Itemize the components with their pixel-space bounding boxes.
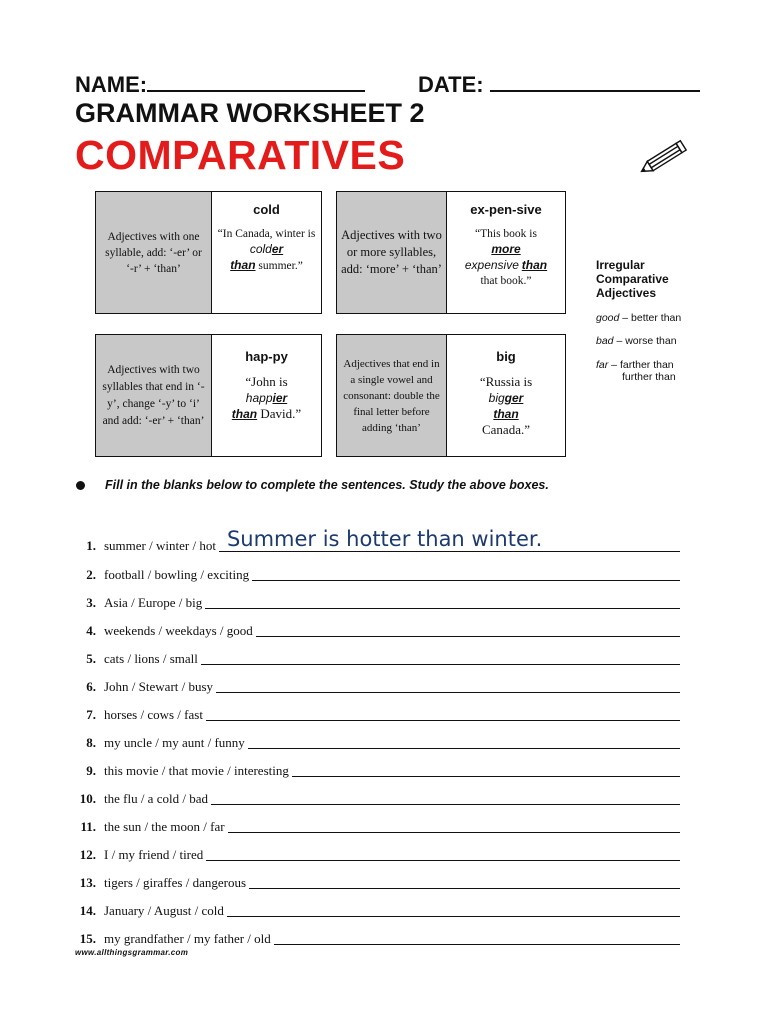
date-field <box>418 70 700 98</box>
example-sentence: “Russia is bigger than Canada.” <box>479 374 533 437</box>
rule-box-ending-y <box>95 334 322 457</box>
answer-blank[interactable] <box>249 872 680 889</box>
question-row <box>70 589 680 611</box>
question-prompt: January / August / cold <box>104 903 224 918</box>
question-number: 5. <box>86 651 96 666</box>
question-prompt: I / my friend / tired <box>104 847 204 862</box>
bullet-icon <box>76 481 85 490</box>
question-prompt: cats / lions / small <box>104 651 198 666</box>
instructions: Fill in the blanks below to complete the sentences. Study the above boxes. <box>105 478 549 492</box>
question-number: 13. <box>79 875 96 890</box>
question-prompt: summer / winter / hot <box>104 538 216 553</box>
question-prompt: my grandfather / my father / old <box>104 931 271 946</box>
question-row <box>70 757 680 779</box>
question-number: 2. <box>86 567 96 582</box>
rule-box-one-syllable <box>95 191 322 314</box>
answer-blank[interactable] <box>206 844 680 861</box>
rule-text: Adjectives with two syllables that end in ‘-y’, change ‘-y’ to ‘i’ and add: ‘-er’ + ‘than’ <box>96 335 212 456</box>
question-number: 9. <box>86 763 96 778</box>
worksheet-title: GRAMMAR WORKSHEET 2 <box>75 98 425 128</box>
question-row <box>70 617 680 639</box>
question-row <box>70 645 680 667</box>
name-field <box>75 70 365 98</box>
rule-text: Adjectives that end in a single vowel and consonant: double the final letter before adding ‘than’ <box>337 335 447 456</box>
irregular-title: Irregular Comparative Adjectives <box>596 258 669 300</box>
date-blank[interactable] <box>490 70 700 92</box>
answer-blank[interactable] <box>206 704 680 721</box>
answer-blank[interactable] <box>256 620 680 637</box>
rule-box-vowel-consonant <box>336 334 566 457</box>
example-sentence: “John is happier than David.” <box>231 374 302 421</box>
question-row <box>70 785 680 807</box>
question-prompt: John / Stewart / busy <box>104 679 214 694</box>
question-row <box>70 869 680 891</box>
question-row <box>70 527 680 554</box>
question-row <box>70 561 680 583</box>
example-sentence: “In Canada, winter is colder than summer.” <box>217 228 316 272</box>
question-row <box>70 673 680 695</box>
answer-blank[interactable] <box>274 928 680 945</box>
question-prompt: the flu / a cold / bad <box>104 791 208 806</box>
question-number: 6. <box>86 679 96 694</box>
example-sentence: “This book is more expensive than that book.” <box>464 228 548 287</box>
example-word: ex-pen-sive <box>470 202 542 217</box>
irregular-item-bad: bad – worse than <box>596 335 677 347</box>
name-blank[interactable] <box>147 70 365 92</box>
example-word: cold <box>253 202 280 217</box>
question-number: 14. <box>79 903 96 918</box>
worksheet-subtitle: COMPARATIVES <box>75 132 406 178</box>
question-number: 3. <box>86 595 96 610</box>
answer-blank[interactable] <box>292 760 680 777</box>
pencil-icon <box>636 136 692 180</box>
question-prompt: weekends / weekdays / good <box>104 623 253 638</box>
question-prompt: Asia / Europe / big <box>104 595 203 610</box>
rule-text: Adjectives with one syllable, add: ‘-er’ or ‘-r’ + ‘than’ <box>96 192 212 313</box>
question-row <box>70 841 680 863</box>
question-prompt: horses / cows / fast <box>104 707 203 722</box>
question-number: 10. <box>79 791 96 806</box>
question-number: 8. <box>86 735 96 750</box>
question-row <box>70 897 680 919</box>
question-row <box>70 813 680 835</box>
example-word: hap-py <box>245 349 288 364</box>
question-number: 4. <box>86 623 96 638</box>
answer-blank[interactable] <box>252 564 680 581</box>
question-number: 11. <box>80 819 96 834</box>
question-prompt: tigers / giraffes / dangerous <box>104 875 246 890</box>
question-prompt: this movie / that movie / interesting <box>104 763 289 778</box>
rule-text: Adjectives with two or more syllables, add: ‘more’ + ‘than’ <box>337 192 447 313</box>
answer-blank[interactable] <box>205 592 680 609</box>
answer-blank[interactable] <box>248 732 680 749</box>
name-label: NAME: <box>75 72 148 97</box>
answer-blank[interactable] <box>216 676 680 693</box>
answer-blank[interactable] <box>211 788 680 805</box>
footer-url[interactable]: www.allthingsgrammar.com <box>75 948 189 957</box>
question-number: 1. <box>86 538 96 553</box>
answer-blank[interactable] <box>219 527 680 552</box>
answer-text: Summer is hotter than winter. <box>226 527 543 551</box>
question-prompt: football / bowling / exciting <box>104 567 250 582</box>
question-row <box>70 925 680 947</box>
example-word: big <box>496 349 516 364</box>
date-label: DATE: <box>418 72 484 97</box>
question-prompt: my uncle / my aunt / funny <box>104 735 245 750</box>
answer-blank[interactable] <box>227 900 680 917</box>
question-number: 12. <box>79 847 96 862</box>
question-row <box>70 729 680 751</box>
irregular-item-good: good – better than <box>596 312 682 324</box>
question-number: 15. <box>79 931 96 946</box>
answer-blank[interactable] <box>201 648 680 665</box>
question-prompt: the sun / the moon / far <box>104 819 225 834</box>
answer-blank[interactable] <box>228 816 680 833</box>
question-number: 7. <box>86 707 96 722</box>
rule-box-two-syllables <box>336 191 566 314</box>
question-row <box>70 701 680 723</box>
irregular-item-far: far – farther than further than <box>596 359 676 383</box>
